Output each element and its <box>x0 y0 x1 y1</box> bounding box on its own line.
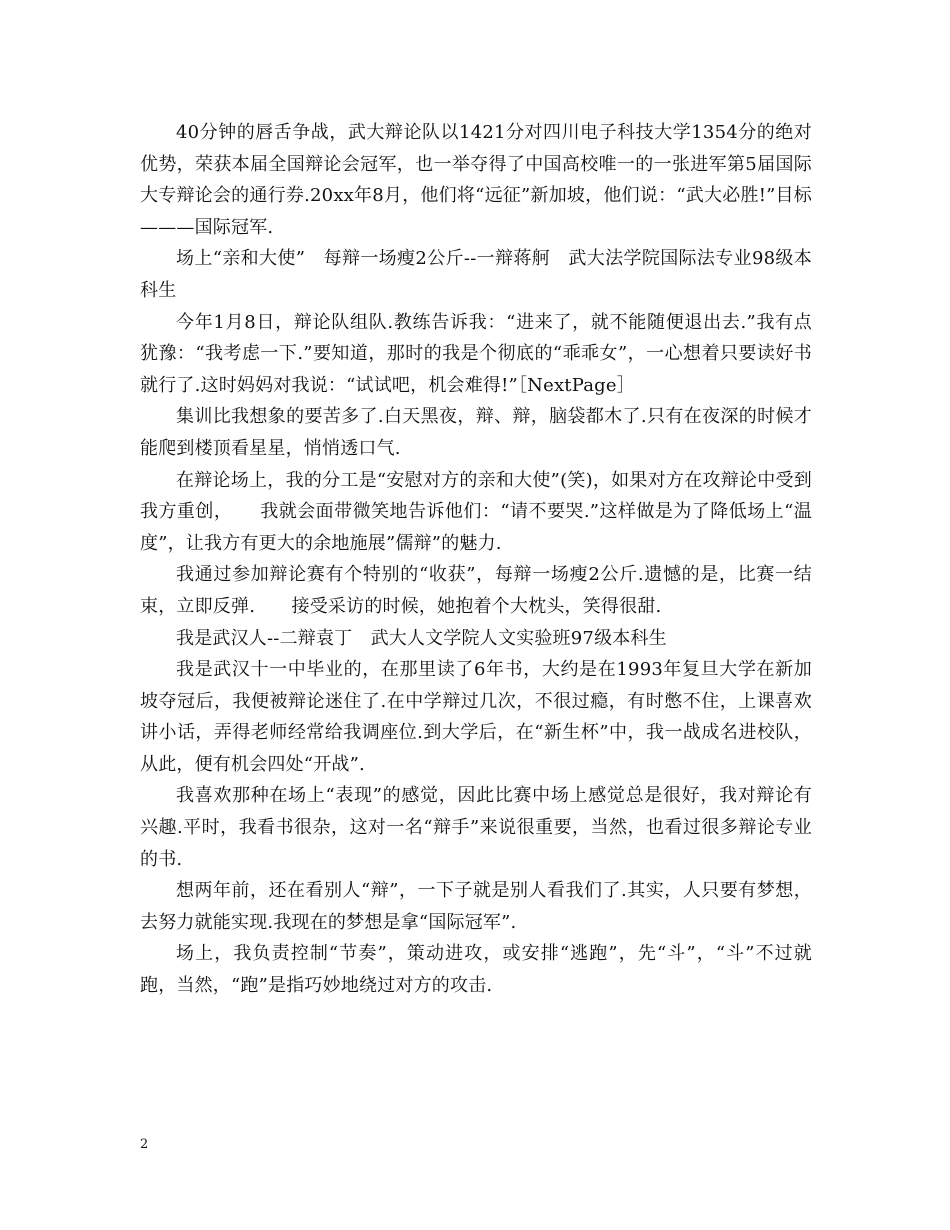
paragraph-4: 集训比我想象的要苦多了.白天黑夜，辩、辩，脑袋都木了.只有在夜深的时候才能爬到楼顶看星星，悄悄透口气. <box>140 406 812 459</box>
page-number: 2 <box>140 1137 149 1152</box>
paragraph-8: 我是武汉十一中毕业的，在那里读了6年书，大约是在1993年复旦大学在新加坡夺冠后，我便被辩论迷住了.在中学辩过几次，不很过瘾，有时憋不住，上课喜欢讲小话，弄得老师经常给我调座位.到大学后，在“新生杯”中，我一战成名进校队，从此，便有机会四处“开战”. <box>140 659 812 775</box>
section-heading-jiang-ge: 场上“亲和大使” 每辩一场瘦2公斤--一辩蒋舸 武大法学院国际法专业98级本科生 <box>140 248 812 301</box>
paragraph-11: 场上，我负责控制“节奏”，策动进攻，或安排“逃跑”，先“斗”，“斗”不过就跑，当然，“跑”是指巧妙地绕过对方的攻击. <box>140 943 812 997</box>
paragraph-1: 40分钟的唇舌争战，武大辩论队以1421分对四川电子科技大学1354分的绝对优势，荣获本届全国辩论会冠军，也一举夺得了中国高校唯一的一张进军第5届国际大专辩论会的通行券.20xx年8月，他们将“远征”新加坡，他们说：“武大必胜!”目标———国际冠军. <box>140 122 812 238</box>
paragraph-3: 今年1月8日，辩论队组队.教练告诉我：“进来了，就不能随便退出去.”我有点犹豫：“我考虑一下.”要知道，那时的我是个彻底的“乖乖女”，一心想着只要读好书就行了.这时妈妈对我说：“试试吧，机会难得!”［NextPage］ <box>140 311 812 396</box>
paragraph-5: 在辩论场上，我的分工是“安慰对方的亲和大使”(笑)，如果对方在攻辩论中受到我方重创， 我就会面带微笑地告诉他们：“请不要哭.”这样做是为了降低场上“温度”，让我方有更大的余地施展”儒辩”的魅力. <box>140 469 812 554</box>
document-body <box>140 117 812 1002</box>
paragraph-9: 我喜欢那种在场上“表现”的感觉，因此比赛中场上感觉总是很好，我对辩论有兴趣.平时，我看书很杂，这对一名“辩手”来说很重要，当然，也看过很多辩论专业的书. <box>140 785 812 870</box>
section-heading-yuan-ding: 我是武汉人--二辩袁丁 武大人文学院人文实验班97级本科生 <box>176 627 667 649</box>
paragraph-6: 我通过参加辩论赛有个特别的“收获”，每辩一场瘦2公斤.遗憾的是，比赛一结束，立即反弹. 接受采访的时候，她抱着个大枕头，笑得很甜. <box>140 564 812 617</box>
paragraph-10: 想两年前，还在看别人“辩”，一下子就是别人看我们了.其实，人只要有梦想，去努力就能实现.我现在的梦想是拿“国际冠军”. <box>140 880 812 933</box>
